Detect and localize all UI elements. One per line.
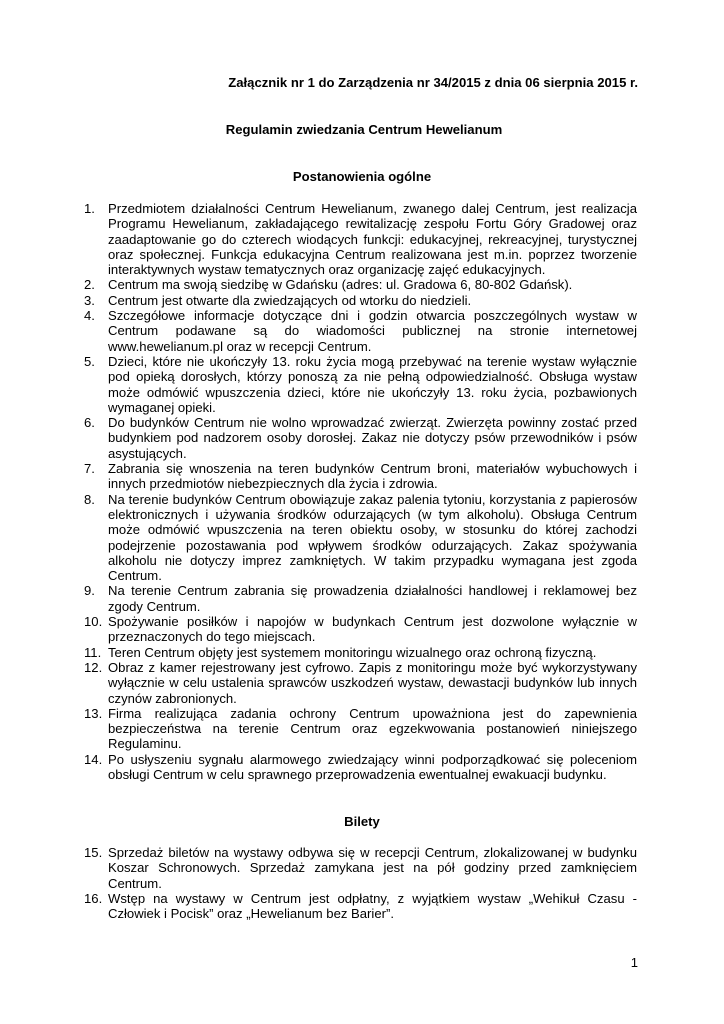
list-item — [0, 614, 637, 645]
list-item — [0, 845, 637, 891]
list-item — [0, 492, 637, 584]
list-item — [0, 645, 637, 660]
item-text: Na terenie budynków Centrum obowiązuje zakaz palenia tytoniu, korzystania z papierosów elektronicznych i używania środków odurzających (w tym alkoholu). Obsługa Centrum może odmówić wpuszczenia na teren obiektu osoby, w stosunku do której zachodzi podejrzenie pozostawania pod wpływem środków odurzających. Zakaz spożywania alkoholu nie dotyczy imprez zamkniętych. W takim przypadku wymagana jest zgoda Centrum. — [108, 491, 637, 584]
list-item — [0, 461, 637, 492]
general-provisions-list — [0, 201, 637, 782]
item-number: 12. — [84, 659, 103, 675]
item-text: Wstęp na wystawy w Centrum jest odpłatny, z wyjątkiem wystaw „Wehikuł Czasu - Człowiek i Pocisk” oraz „Hewelianum bez Barier”. — [108, 890, 637, 922]
item-number: 4. — [84, 308, 95, 324]
item-number: 10. — [84, 614, 103, 630]
item-text: Firma realizująca zadania ochrony Centrum upoważniona jest do zapewnienia bezpieczeństwa na terenie Centrum oraz egzekwowania postanowień niniejszego Regulaminu. — [108, 705, 637, 752]
item-number: 3. — [84, 292, 95, 308]
item-number: 6. — [84, 415, 95, 431]
list-item — [0, 354, 637, 415]
item-number: 9. — [84, 583, 95, 599]
item-text: Centrum ma swoją siedzibę w Gdańsku (adres: ul. Gradowa 6, 80-802 Gdańsk). — [108, 277, 573, 293]
list-item — [0, 660, 637, 706]
item-number: 14. — [84, 751, 103, 767]
item-text: Teren Centrum objęty jest systemem monitoringu wizualnego oraz ochroną fizyczną. — [108, 644, 597, 660]
document-title: Regulamin zwiedzania Centrum Hewelianum — [225, 122, 503, 137]
item-text: Spożywanie posiłków i napojów w budynkach Centrum jest dozwolone wyłącznie w przeznaczonych do tego miejscach. — [108, 614, 637, 645]
item-text: Sprzedaż biletów na wystawy odbywa się w recepcji Centrum, zlokalizowanej w budynku Koszar Schronowych. Sprzedaż zamykana jest na pół godziny przed zamknięciem Centrum. — [108, 845, 637, 891]
list-item — [0, 752, 637, 783]
section-title-general-provisions: Postanowienia ogólne — [292, 169, 432, 184]
item-text: Szczegółowe informacje dotyczące dni i godzin otwarcia poszczególnych wystaw w Centrum podawane są do wiadomości publicznej na stronie internetowej www.hewelianum.pl oraz w recepcji Centrum. — [108, 308, 637, 354]
item-text: Po usłyszeniu sygnału alarmowego zwiedzający winni podporządkować się poleceniom obsługi Centrum w celu sprawnego przeprowadzenia ewentualnej ewakuacji budynku. — [108, 751, 637, 782]
item-text: Na terenie Centrum zabrania się prowadzenia działalności handlowej i reklamowej bez zgody Centrum. — [108, 583, 637, 614]
list-item — [0, 583, 637, 614]
item-text: Obraz z kamer rejestrowany jest cyfrowo. Zapis z monitoringu może być wykorzystywany wyłącznie w celu ustalenia sprawców uszkodzeń wystaw, dewastacji budynków lub innych czynów zabronionych. — [108, 659, 637, 706]
attachment-header: Załącznik nr 1 do Zarządzenia nr 34/2015 z dnia 06 sierpnia 2015 r. — [228, 75, 638, 90]
item-number: 2. — [84, 277, 95, 293]
list-item — [0, 201, 637, 277]
list-item — [0, 891, 637, 922]
list-item — [0, 277, 637, 292]
list-item — [0, 415, 637, 461]
page-number: 1 — [630, 955, 638, 970]
section-title-tickets: Bilety — [344, 814, 380, 829]
item-number: 11. — [84, 644, 102, 660]
item-number: 16. — [84, 890, 103, 906]
item-number: 8. — [84, 491, 95, 507]
item-text: Dzieci, które nie ukończyły 13. roku życia mogą przebywać na terenie wystaw wyłącznie pod opieką dorosłych, którzy ponoszą za nie pełną odpowiedzialność. Obsługa wystaw może odmówić wpuszczenia dzieci, które nie ukończyły 13. roku życia, pozbawionych wymaganej opieki. — [108, 353, 637, 415]
list-item — [0, 706, 637, 752]
item-text: Przedmiotem działalności Centrum Hewelianum, zwanego dalej Centrum, jest realizacja Programu Hewelianum, zakładającego rewitalizację zespołu Fortu Góry Gradowej oraz zaadaptowanie go do czterech wiodących funkcji: edukacyjnej, rekreacyjnej, turystycznej oraz społecznej. Funkcja edukacyjna Centrum realizowana jest m.in. poprzez tworzenie interaktywnych wystaw tematycznych oraz organizację zajęć edukacyjnych. — [108, 201, 637, 278]
item-text: Centrum jest otwarte dla zwiedzających od wtorku do niedzieli. — [108, 292, 472, 308]
list-item — [0, 308, 637, 354]
item-text: Do budynków Centrum nie wolno wprowadzać zwierząt. Zwierzęta powinny zostać przed budynkiem pod nadzorem osoby dorosłej. Zakaz nie dotyczy psów przewodników i psów asystujących. — [108, 415, 637, 461]
item-number: 15. — [84, 845, 103, 860]
item-number: 5. — [84, 353, 95, 369]
tickets-list — [0, 845, 637, 921]
list-item — [0, 293, 637, 308]
item-number: 7. — [84, 461, 95, 477]
item-number: 13. — [84, 705, 103, 721]
item-text: Zabrania się wnoszenia na teren budynków Centrum broni, materiałów wybuchowych i innych przedmiotów niebezpiecznych dla życia i zdrowia. — [108, 461, 637, 492]
item-number: 1. — [84, 201, 95, 216]
